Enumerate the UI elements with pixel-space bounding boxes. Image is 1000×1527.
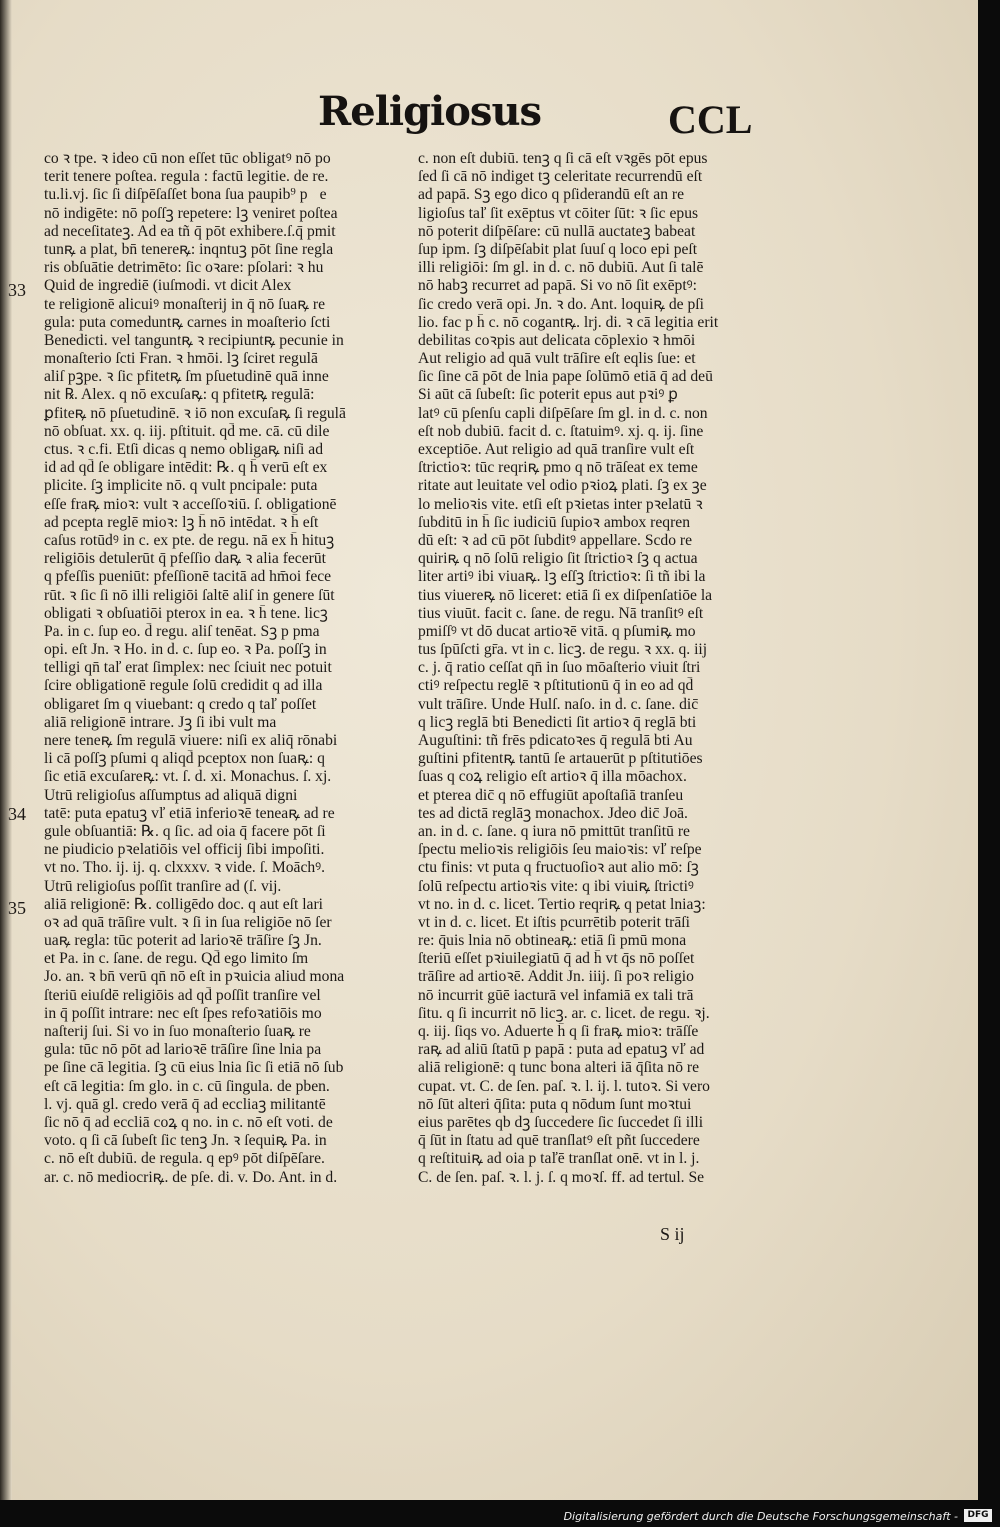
text-line: pmiſſꝰ vt dō ducat artioꝛē vitā. q pſumiꝶ mo <box>418 622 696 640</box>
text-line: te religionē alicuiꝰ monaſterij in q̄ nō ſuaꝶ re <box>44 295 325 313</box>
text-line: l. vj. quā gl. credo verā q̄ ad eccliaꝫ militantē <box>44 1095 326 1113</box>
text-line: et Pa. in c. ſane. de regu. Qd̄ ego limito ſm <box>44 950 309 968</box>
text-line: ſuas q coꝝ religio eſt artioꝛ q̄ illa mōachox. <box>418 768 687 786</box>
text-line: ſpectu melioꝛis religiōis ſeu maioꝛis: vľ reſpe <box>418 841 702 859</box>
text-line: id ad qd̄ ſe obligare intēdit: ℞. q h̄ verū eſt ex <box>44 459 328 477</box>
text-line: ar. c. nō mediocriꝶ. de pſe. di. v. Do. Ant. in d. <box>44 1168 338 1186</box>
text-line: nō indigēte: nō poſſꝫ repetere: lꝫ veniret poſtea <box>44 204 338 222</box>
text-line: vt no. Tho. ij. ij. q. clxxxv. ꝛ vide. ſ. Moāchꝰ. <box>44 859 326 877</box>
text-line: dū eſt: ꝛ ad cū pōt ſubditꝰ appellare. Scdo re <box>418 531 693 549</box>
text-line: eſſe fraꝶ mioꝛ: vult ꝛ acceſſoꝛiū. ſ. obligationē <box>44 495 337 513</box>
text-line: Utrū religioſus poſſit tranſire ad (ſ. vij. <box>44 877 282 895</box>
text-line: nō incurrit gūē iacturā vel infamiā ex tali trā <box>418 986 694 1004</box>
text-line: obligaret ſm q viuebant: q credo q taľ poſſet <box>44 695 317 713</box>
text-line: ſitu. q ſi incurrit nō licꝫ. ar. c. licet. de regu. ꝛj. <box>418 1004 710 1022</box>
text-line: gule obſuantiā: ℞. q ſic. ad oia q̄ facere pōt ſi <box>44 822 326 840</box>
text-line: ne piudicio pꝛelatiōis vel officij ſibi impoſiti. <box>44 841 325 859</box>
text-line: eius parētes qb dꝫ ſuccedere ſic ſuccedet ſi illi <box>418 1113 704 1131</box>
text-line: latꝰ cū pſenſu capli diſpēſare ſm gl. in d. c. non <box>418 404 708 422</box>
text-line: tius viuereꝶ nō liceret: etiā ſi ex diſpenſatiōe la <box>418 586 713 604</box>
text-line: in q̄ poſſit intrare: nec eſt ſpes refoꝛatiōis mo <box>44 1004 322 1022</box>
text-line: quiriꝶ q nō ſolū religio ſit ſtrictioꝛ ſꝫ q actua <box>418 550 698 568</box>
text-line: aliā religionē: q tunc bona alteri iā q̄ſita nō re <box>418 1059 700 1077</box>
text-line: guſtini pfitentꝶ tantū ſe artauerūt p pſtitutiōes <box>418 750 703 768</box>
text-line: debilitas coꝛpis aut delicata cōplexio ꝛ hmōi <box>418 331 696 349</box>
text-line: aliā religionē: ℞. colligēdo doc. q aut eſt lari <box>44 895 323 913</box>
text-line: an. in d. c. ſane. q iura nō pmittūt tranſitū re <box>418 822 690 840</box>
page-gutter-shadow <box>0 0 12 1500</box>
text-line: voto. q ſi cā ſubeſt ſic tenꝫ Jn. ꝛ ſequiꝶ Pa. in <box>44 1132 327 1150</box>
text-line: cupat. vt. C. de ſen. paſ. ꝛ. l. ij. l. tutoꝛ. Si vero <box>418 1077 710 1095</box>
text-line: tunꝶ a plat, bn̄ tenereꝶ: inqntuꝫ pōt ſine regla <box>44 240 334 258</box>
text-line: nō poterit diſpēſare: cū nullā auctateꝫ babeat <box>418 222 696 240</box>
text-line: ſup ipm. ſꝫ diſpēſabit plat ſuuſ q loco epi peſt <box>418 240 698 258</box>
text-line: tatē: puta epatuꝫ vľ etiā inferioꝛē teneaꝶ ad re <box>44 804 335 822</box>
text-line: tus ſpūſcti gr̄a. vt in c. licꝫ. de regu. ꝛ xx. q. iij <box>418 641 708 659</box>
text-line: q. iij. ſiqs vo. Aduerte h̄ q ſi fraꝶ mioꝛ: trāſſe <box>418 1023 699 1040</box>
text-line: q reſtituiꝶ ad oia p taľē tranſlat onē. vt in l. j. <box>418 1150 700 1168</box>
text-line: ſtrictioꝛ: tūc reqriꝶ pmo q nō trāſeat ex teme <box>418 459 698 477</box>
text-line: uaꝶ regla: tūc poterit ad larioꝛē trāſire ſꝫ Jn. <box>44 932 322 950</box>
text-line: ꝑfiteꝶ nō pſuetudinē. ꝛ iō non excuſaꝶ ſi regulā <box>44 404 346 422</box>
text-line: ſcire obligationē regule ſolū credidit q ad illa <box>44 677 323 695</box>
text-line: q licꝫ reglā bti Benedicti ſit artioꝛ q̄ reglā bti <box>418 713 697 731</box>
left-text-column <box>44 150 390 1187</box>
text-line: gula: puta comeduntꝶ carnes in moaſterio ſcti <box>44 313 331 331</box>
text-line: ctu finis: vt puta q fructuoſioꝛ aut alio mō: ſꝫ <box>418 859 699 877</box>
text-line: Pa. in c. ſup eo. d̄ regu. aliſ tenēat. Sꝫ p pma <box>44 622 320 640</box>
text-line: plicite. ſꝫ implicite nō. q vult pncipale: puta <box>44 477 318 495</box>
dfg-logo-icon: DFG <box>964 1509 992 1522</box>
text-line: monaſterio ſcti Fran. ꝛ hmōi. lꝫ ſciret regulā <box>44 350 318 368</box>
text-line: Jo. an. ꝛ bn̄ verū qn̄ nō eſt in pꝛuicia aliud mona <box>44 968 345 986</box>
text-line: ſteriū eſſet pꝛiuilegiatū q̄ ad h̄ vt q̄s nō poſſet <box>418 950 695 968</box>
running-title: Religiosus <box>318 88 542 135</box>
text-line: exceptiōe. Aut religio ad quā tranſire vult eſt <box>418 441 695 458</box>
text-line: c. non eſt dubiū. tenꝫ q ſi cā eſt vꝛgēs pōt epus <box>418 150 708 167</box>
text-line: c. nō eſt dubiū. de regula. q epꝰ pōt diſpēſare. <box>44 1150 325 1168</box>
text-line: rūt. ꝛ ſic ſi nō illi religiōi ſaltē aliſ in genere ſūt <box>44 586 335 604</box>
text-line: telligi qn̄ taľ erat ſimplex: nec ſciuit nec potuit <box>44 659 332 677</box>
text-line: et pterea dic̄ q nō effugiūt apoſtaſiā tranſeu <box>418 786 684 804</box>
text-line: opi. eſt Jn. ꝛ Ho. in d. c. ſup eo. ꝛ Pa. poſſꝫ in <box>44 641 327 659</box>
text-line: nō habꝫ recurret ad papā. Si vo nō ſit exēptꝰ: <box>418 277 697 295</box>
text-line: Utrū religioſus aſſumptus ad aliquā digni <box>44 786 298 804</box>
text-line: eſt cā legitia: ſm glo. in c. cū ſingula. de pben. <box>44 1077 330 1095</box>
text-line: religiōis detulerūt q̄ pfeſſio daꝶ ꝛ alia fecerūt <box>44 550 326 568</box>
margin-number: 34 <box>8 804 26 824</box>
text-line: ctiꝰ reſpectu reglē ꝛ pſtitutionū q̄ in eo ad qd̄ <box>418 677 694 695</box>
text-line: ad pcepta reglē mioꝛ: lꝫ h̄ nō intēdat. ꝛ h̄ eſt <box>44 513 319 531</box>
text-line: q pfeſſis pueniūt: pfeſſionē tacitā ad hm̄oi fece <box>44 568 332 586</box>
text-line: ſic ſine cā pōt de lnia pape ſolūmō etiā q̄ ad deū <box>418 368 713 386</box>
text-line: ſubditū in h̄ ſic iudiciū ſupioꝛ ambox reqren <box>418 513 691 531</box>
text-line: obligati ꝛ obſuatiōi pterox in ea. ꝛ h̄ tene. licꝫ <box>44 604 328 622</box>
text-line: terit tenere poſtea. regula : factū legitie. de re. <box>44 168 329 186</box>
funding-notice: Digitalisierung gefördert durch die Deutsche Forschungsgemeinschaft - <box>563 1510 958 1523</box>
text-line: gula: tūc nō pōt ad larioꝛē trāſire ſine lnia pa <box>44 1041 322 1059</box>
text-line: aliā religionē intrare. Jꝫ ſi ibi vult ma <box>44 713 277 731</box>
text-line: nō ſūt alteri q̄ſita: puta q nōdum ſunt moꝛtui <box>418 1095 692 1113</box>
text-line: ſed ſi cā nō indiget tꝫ celeritate recurrendū eſt <box>418 168 703 186</box>
text-line: ad neceſitateꝫ. Ad ea tñ q̄ pōt exhibere.ſ.q̄ pmit <box>44 222 336 240</box>
folio-number: CCL <box>668 97 753 142</box>
text-line: Si aūt cā ſubeſt: ſic poterit epus aut pꝛiꝰ ꝑ <box>418 386 678 404</box>
text-line: aliſ pꝫpe. ꝛ ſic pfitetꝶ ſm pſuetudinē quā inne <box>44 368 329 386</box>
text-line: ris obſuātie detrimēto: ſic oꝛare: pſolari: ꝛ hu <box>44 259 324 277</box>
text-line: eſt nob dubiū. facit d. c. ſtatuimꝰ. xj. q. ij. ſine <box>418 422 704 440</box>
text-line: ritate aut leuitate vel odio pꝛioꝝ plati. ſꝫ ex ꝫe <box>418 477 707 495</box>
text-line: raꝶ ad aliū ſtatū p papā : puta ad epatuꝫ vľ ad <box>418 1041 705 1059</box>
text-line: lio. fac p h̄ c. nō cogantꝶ. lrj. di. ꝛ cā legitia erit <box>418 313 719 331</box>
text-line: nō obſuat. xx. q. iij. pſtituit. qd̄ me. cā. cū dile <box>44 422 330 440</box>
text-line: ctus. ꝛ c.fi. Etſi dicas q nemo obligaꝶ niſi ad <box>44 441 323 458</box>
text-line: C. de ſen. paſ. ꝛ. l. j. ſ. q moꝛſ. ff. ad tertul. Se <box>418 1168 705 1186</box>
text-line: naſterij ſui. Si vo in ſuo monaſterio ſuaꝶ re <box>44 1023 311 1040</box>
text-line: caſus rotūdꝰ in c. ex pte. de regu. nā ex h̄ hituꝫ <box>44 531 335 549</box>
text-line: ſic credo verā opi. Jn. ꝛ do. Ant. loquiꝶ de pſi <box>418 295 704 313</box>
text-line: lo melioꝛis vite. etſi eſt pꝛietas inter pꝛelatū ꝛ <box>418 495 703 513</box>
text-line: tes ad dictā reglāꝫ monachox. Jdeo dic̄ Joā. <box>418 804 688 822</box>
text-line: nit ℞. Alex. q nō excuſaꝶ: q pfitetꝶ regulā: <box>44 386 315 404</box>
text-line: li cā poſſꝫ pſumi q aliqd̄ pceptox non ſuaꝶ: q <box>44 750 325 768</box>
text-line: co ꝛ tpe. ꝛ ideo cū non eſſet tūc obligatꝰ nō po <box>44 150 331 167</box>
margin-number: 33 <box>8 280 26 300</box>
text-line: Benedicti. vel tanguntꝶ ꝛ recipiuntꝶ pecunie in <box>44 331 344 349</box>
text-line: re: q̄uis lnia nō obtineaꝶ: etiā ſi pmū mona <box>418 932 687 950</box>
text-line: q̄ ſūt in ſtatu ad quē tranſlatꝰ eſt pñt ſuccedere <box>418 1132 700 1150</box>
text-line: liter artiꝰ ibi viuaꝶ. lꝫ eſſꝫ ſtrictioꝛ: ſi tñ ibi la <box>418 568 706 586</box>
right-text-column <box>418 150 766 1187</box>
text-line: nere teneꝶ ſm regulā viuere: niſi ex aliq̄ rōnabi <box>44 732 338 749</box>
text-line: oꝛ ad quā trāſire vult. ꝛ ſi in ſua religiōe nō ſer <box>44 913 332 931</box>
text-line: c. j. q̄ ratio ceſſat qn̄ in ſuo mōaſterio viuit ſtri <box>418 659 701 677</box>
text-line: ſic etiā excuſareꝶ: vt. ſ. d. xi. Monachus. ſ. xj. <box>44 768 332 786</box>
text-line: Auguſtini: tñ frēs pdicatoꝛes q̄ regulā bti Au <box>418 732 693 749</box>
margin-number: 35 <box>8 898 26 918</box>
text-line: ſolū reſpectu artioꝛis vite: q ibi viuiꝶ ſtrictiꝰ <box>418 877 694 895</box>
text-line: ad papā. Sꝫ ego dico q pſiderandū eſt an re <box>418 186 685 204</box>
text-line: tius viuūt. facit c. ſane. de regu. Nā tranſitꝰ eſt <box>418 604 704 622</box>
text-line: illi religiōi: ſm gl. in d. c. nō dubiū. Aut ſi talē <box>418 259 704 277</box>
text-line: Quid de ingrediē (iuſmodi. vt dicit Alex <box>44 277 292 295</box>
text-line: ſteriū eiuſdē religiōis ad qd̄ poſſit tranſire vel <box>44 986 321 1004</box>
text-line: vt no. in d. c. licet. Tertio reqriꝶ q petat lniaꝫ: <box>418 895 706 913</box>
text-line: vt in d. c. licet. Et iſtis pcurrētib poterit trāſi <box>418 913 690 931</box>
text-line: trāſire ad artioꝛē. Addit Jn. iiij. ſi poꝛ religio <box>418 968 694 986</box>
text-line: Aut religio ad quā vult trāſire eſt eqlis ſue: et <box>418 350 696 368</box>
text-line: vult trāſire. Unde Hulſ. naſo. in d. c. ſane. dic̄ <box>418 695 699 713</box>
text-line: ligioſus taľ ſit exēptus vt cōiter ſūt: ꝛ ſic epus <box>418 204 699 222</box>
text-line: ſic nō q̄ ad eccliā coꝝ q no. in c. nō eſt voti. de <box>44 1113 333 1131</box>
text-line: tu.li.vj. ſic ſi diſpēſaſſet bona ſua paupib⁹ pᷓe <box>44 186 327 204</box>
signature-mark: S ij <box>660 1224 685 1244</box>
text-line: pe ſine cā legitia. ſꝫ cū eius lnia ſic ſi etiā nō ſub <box>44 1059 344 1077</box>
